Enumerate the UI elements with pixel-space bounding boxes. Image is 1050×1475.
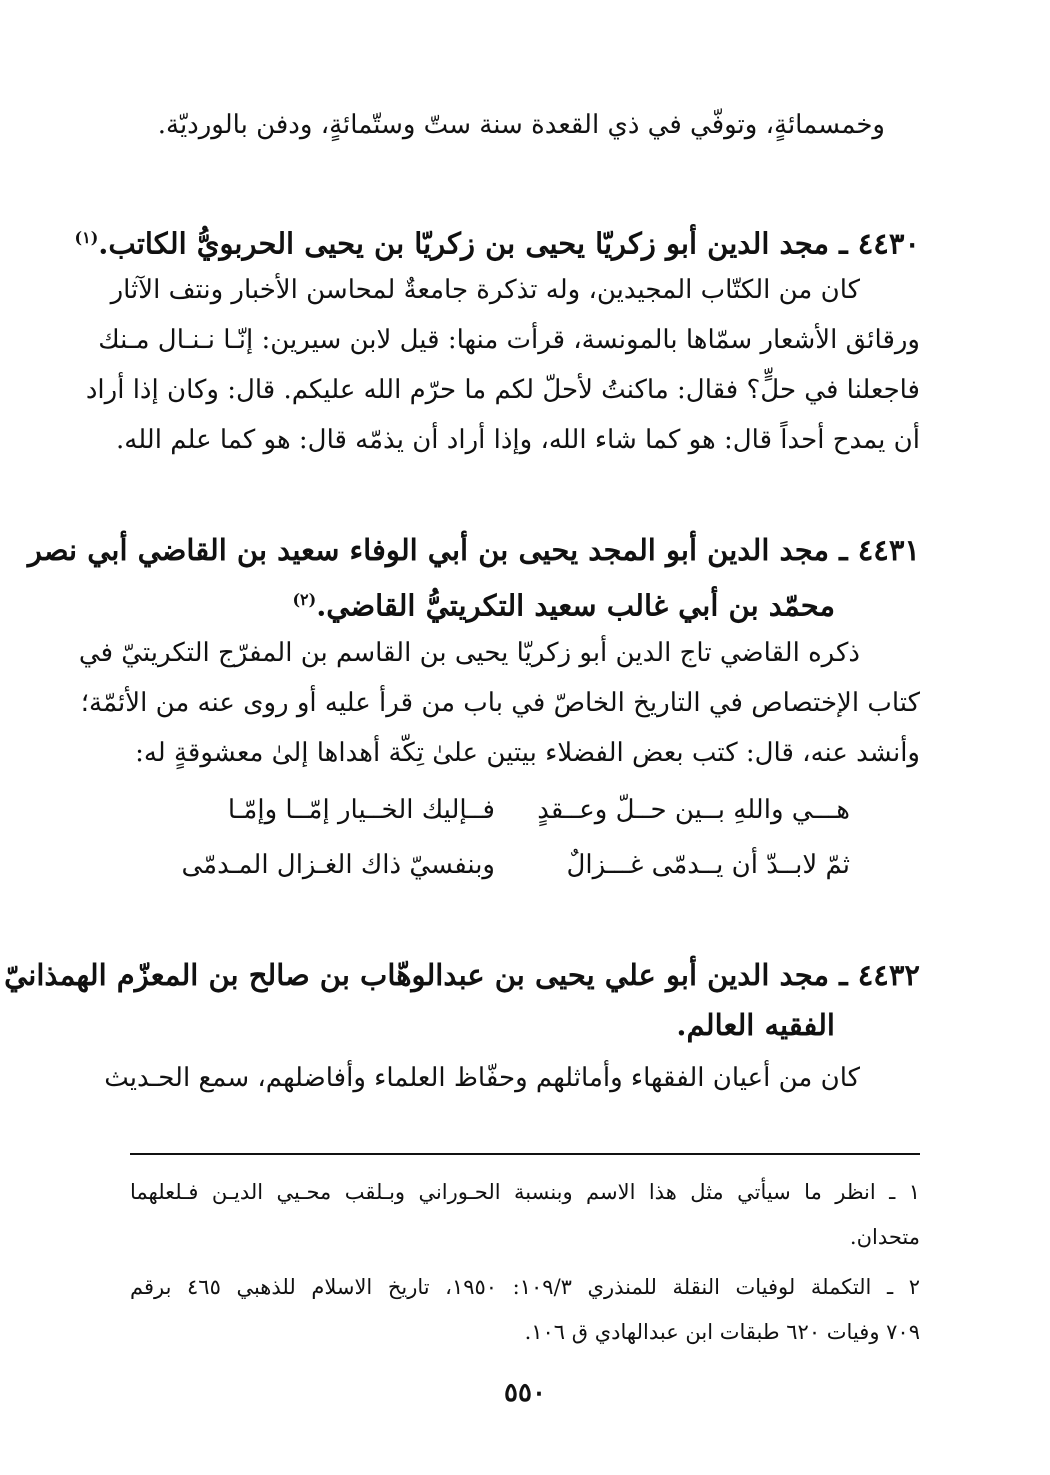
entry-4430-body-line: أن يمدح أحداً قال: هو كما شاء الله، وإذا أراد أن يذمّه قال: هو كما علم الله. [116,425,920,455]
entry-heading-text: ٤٤٣٠ ـ مجد الدين أبو زكريّا يحيى بن زكريّا بن يحيى الحربويُّ الكاتب. [98,226,920,261]
entry-4430-body-line: فاجعلنا في حلٍّ؟ فقال: ماكنتُ لأحلّ لكم ما حرّم الله عليكم. قال: وكان إذا أراد [85,375,920,405]
footnote-2-line: ٧٠٩ وفيات ٦٢٠ طبقات ابن عبدالهادي ق ١٠٦. [524,1320,920,1344]
footnote-ref-2[interactable]: (٢) [292,590,317,609]
entry-4431-body-line: ذكره القاضي تاج الدين أبو زكريّا يحيى بن القاسم بن المفرّج التكريتيّ في [78,638,860,668]
page-number: ٥٥٠ [504,1378,546,1408]
entry-4431-body-line: وأنشد عنه، قال: كتب بعض الفضلاء بيتين علىٰ تِكّة أهداها إلىٰ معشوقةٍ له: [135,738,920,768]
verse-1-second-hemistich: فــإليك الخــيار إمّــا وإمّـا [227,795,495,825]
entry-4430-heading [75,218,920,264]
verse-1-first-hemistich: هـــي واللهِ بــين حــلّ وعــقدٍ [537,795,850,825]
entry-4432-heading-cont: الفقيه العالم. [676,1008,835,1042]
footnote-2-line: ٢ ـ التكملة لوفيات النقلة للمنذري ١٠٩/٣: ١٩٥٠، تاريخ الاسلام للذهبي ٤٦٥ برقم [130,1275,920,1299]
footnote-1-line: ١ ـ انظر ما سيأتي مثل هذا الاسم وبنسبة الحـوراني وبـلقب محـيي الديـن فـلعلهما [130,1180,920,1204]
entry-4431-heading-cont [292,580,835,626]
entry-4430-body-line: كان من الكتّاب المجيدين، وله تذكرة جامعةٌ لمحاسن الأخبار ونتف الآثار [110,275,860,305]
entry-4431-body-line: كتاب الإختصاص في التاريخ الخاصّ في باب من قرأ عليه أو روى عنه من الأئمّة؛ [80,688,920,718]
entry-4432-body-line: كان من أعيان الفقهاء وأماثلهم وحفّاظ العلماء وأفاضلهم، سمع الحـديث [104,1063,860,1093]
continuation-text: وخمسمائةٍ، وتوفّي في ذي القعدة سنة ستّ وستّمائةٍ، ودفن بالورديّة. [157,110,885,140]
entry-4430-body-line: ورقائق الأشعار سمّاها بالمونسة، قرأت منها: قيل لابن سيرين: إنّـا نـنـال مـنك [98,325,920,355]
verse-2-first-hemistich: ثمّ لابــدّ أن يــدمّى غـــزالٌ [566,850,850,880]
entry-heading-text: محمّد بن أبي غالب سعيد التكريتيُّ القاضي. [316,588,835,623]
entry-4432-heading: ٤٤٣٢ ـ مجد الدين أبو علي يحيى بن عبدالوهّاب بن صالح بن المعزّم الهمذانيّ [4,958,920,992]
verse-2-second-hemistich: وبنفسيّ ذاك الغـزال المـدمّى [181,850,495,880]
footnote-ref-1[interactable]: (١) [74,228,99,247]
footnote-divider [130,1153,920,1155]
entry-4431-heading: ٤٤٣١ ـ مجد الدين أبو المجد يحيى بن أبي الوفاء سعيد بن القاضي أبي نصر [27,533,920,567]
footnote-1-line: متحدان. [849,1225,920,1249]
